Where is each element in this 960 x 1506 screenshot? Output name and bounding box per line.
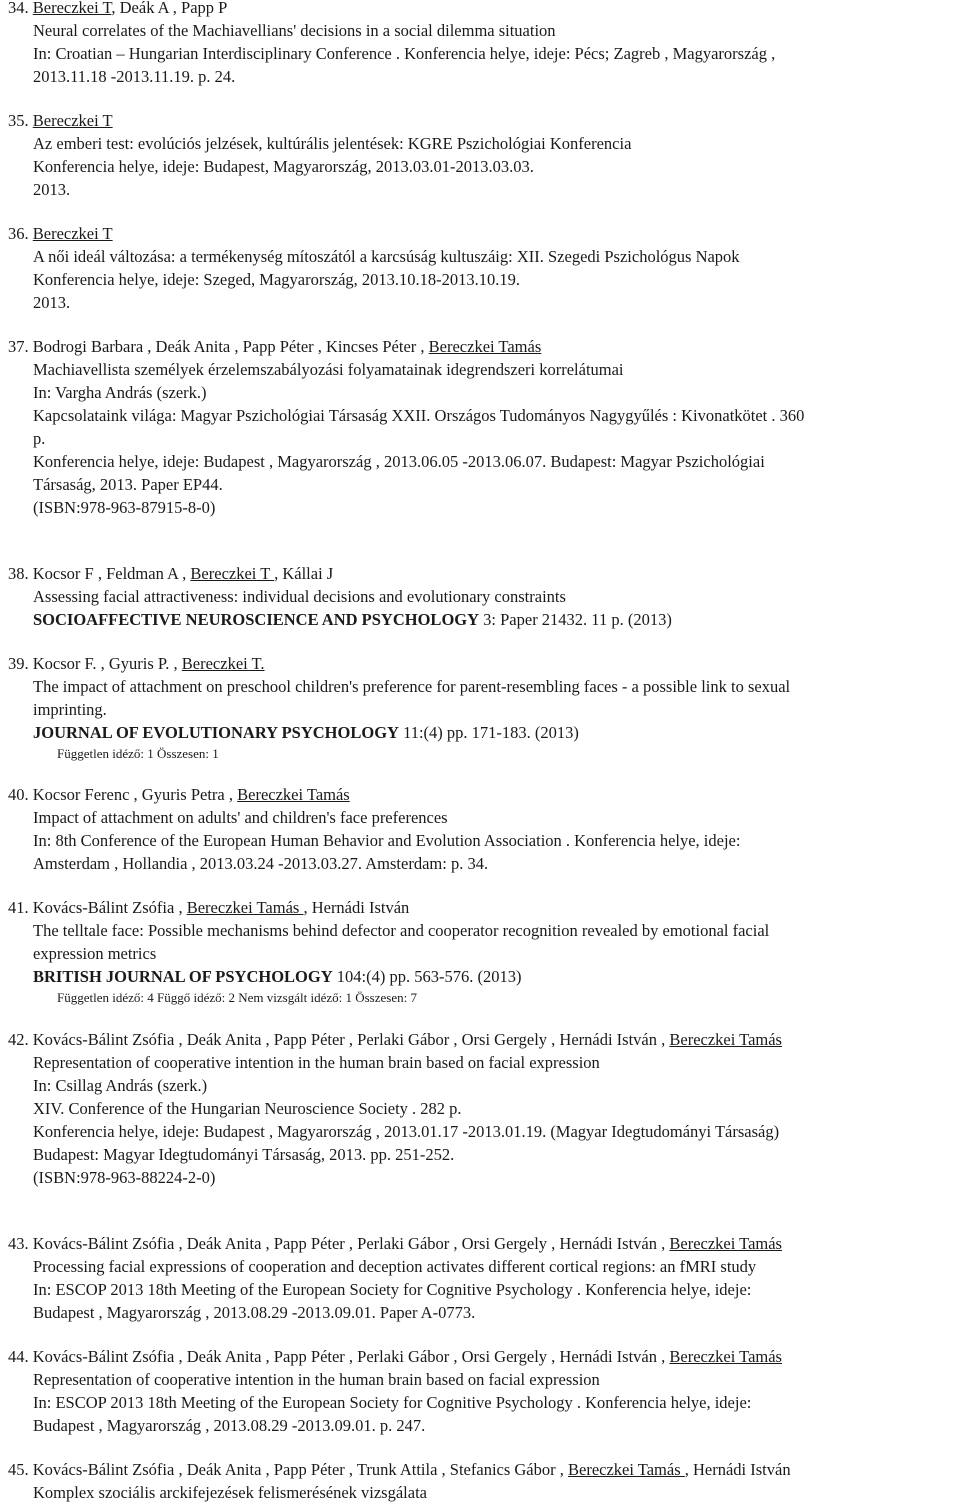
author-link[interactable]: Bereczkei T: [190, 564, 275, 583]
entry-authors: Kocsor F , Feldman A ,: [32, 564, 191, 583]
entry-35-header: [8, 110, 113, 132]
entry-authors: Kovács-Bálint Zsófia , Deák Anita , Papp Péter , Trunk Attila , Stefanics Gábor ,: [32, 1460, 569, 1479]
entry-number: 34.: [8, 0, 29, 17]
author-link[interactable]: Bereczkei Tamás: [428, 337, 542, 356]
entry-40-header: [8, 784, 350, 806]
entry-line: Konferencia helye, ideje: Budapest, Magyarország, 2013.03.01-2013.03.03.: [33, 157, 534, 176]
entry-line: In: Vargha András (szerk.): [33, 383, 207, 402]
author-link[interactable]: Bereczkei T: [32, 224, 113, 243]
entry-line: Társaság, 2013. Paper EP44.: [33, 475, 223, 494]
entry-title: Impact of attachment on adults' and children's face preferences: [33, 808, 448, 827]
entry-line: In: Csillag András (szerk.): [33, 1076, 208, 1095]
author-link[interactable]: Bereczkei Tamás: [186, 898, 304, 917]
entry-title: Neural correlates of the Machiavellians' decisions in a social dilemma situation: [33, 21, 556, 40]
entry-41-header: [8, 897, 409, 919]
entry-line: In: 8th Conference of the European Human Behavior and Evolution Association . Konferencia helye, ideje:: [33, 831, 741, 850]
entry-line: XIV. Conference of the Hungarian Neuroscience Society . 282 p.: [33, 1099, 462, 1118]
entry-line: Kapcsolataink világa: Magyar Pszichológiai Társaság XXII. Országos Tudományos Nagygyűlés : Kivonatkötet . 360: [33, 406, 805, 425]
entry-authors: , Hernádi István: [684, 1460, 791, 1479]
entry-line: Budapest: Magyar Idegtudományi Társaság, 2013. pp. 251-252.: [33, 1145, 455, 1164]
entry-authors: Kocsor Ferenc , Gyuris Petra ,: [32, 785, 238, 804]
entry-authors: Kovács-Bálint Zsófia , Deák Anita , Papp Péter , Perlaki Gábor , Orsi Gergely , Hernádi István ,: [32, 1234, 670, 1253]
entry-journal: [33, 609, 672, 631]
entry-39-header: [8, 653, 265, 675]
entry-number: 36.: [8, 224, 29, 243]
author-link[interactable]: Bereczkei Tamás: [568, 1460, 685, 1479]
entry-line: 2013.: [33, 180, 71, 199]
citation-counts: Független idéző: 4 Függő idéző: 2 Nem vizsgált idéző: 1 Összesen: 7: [57, 990, 417, 1005]
entry-number: 44.: [8, 1347, 29, 1366]
entry-line: expression metrics: [33, 944, 157, 963]
entry-authors: Kovács-Bálint Zsófia , Deák Anita , Papp Péter , Perlaki Gábor , Orsi Gergely , Hernádi István ,: [32, 1347, 670, 1366]
journal-name: BRITISH JOURNAL OF PSYCHOLOGY: [33, 967, 333, 986]
author-link[interactable]: Bereczkei T: [32, 111, 113, 130]
entry-line: In: Croatian – Hungarian Interdisciplinary Conference . Konferencia helye, ideje: Pécs; Zagreb , Magyarország ,: [33, 44, 776, 63]
entry-line: Konferencia helye, ideje: Szeged, Magyarország, 2013.10.18-2013.10.19.: [33, 270, 521, 289]
author-link[interactable]: Bereczkei Tamás: [669, 1234, 782, 1253]
journal-name: SOCIOAFFECTIVE NEUROSCIENCE AND PSYCHOLOGY: [33, 610, 480, 629]
entry-38-header: [8, 563, 333, 585]
entry-line: In: ESCOP 2013 18th Meeting of the European Society for Cognitive Psychology . Konferencia helye, ideje:: [33, 1393, 752, 1412]
entry-authors: Kocsor F. , Gyuris P. ,: [32, 654, 182, 673]
entry-authors: , Kállai J: [274, 564, 334, 583]
entry-42-header: [8, 1029, 782, 1051]
entry-authors: Kovács-Bálint Zsófia ,: [32, 898, 187, 917]
author-link[interactable]: Bereczkei Tamás: [237, 785, 350, 804]
author-link[interactable]: Bereczkei Tamás: [669, 1030, 782, 1049]
entry-line: (ISBN:978-963-87915-8-0): [33, 498, 216, 517]
entry-number: 43.: [8, 1234, 29, 1253]
journal-details: 11:(4) pp. 171-183. (2013): [398, 723, 579, 742]
entry-authors: Kovács-Bálint Zsófia , Deák Anita , Papp Péter , Perlaki Gábor , Orsi Gergely , Hernádi István ,: [32, 1030, 670, 1049]
entry-title: Komplex szociális arckifejezések felismerésének vizsgálata: [33, 1483, 427, 1502]
entry-43-header: [8, 1233, 782, 1255]
citation-counts: Független idéző: 1 Összesen: 1: [57, 746, 219, 761]
entry-number: 40.: [8, 785, 29, 804]
author-link[interactable]: Bereczkei T.: [181, 654, 265, 673]
entry-title: The telltale face: Possible mechanisms behind defector and cooperator recognition revealed by emotional facial: [33, 921, 770, 940]
entry-44-header: [8, 1346, 782, 1368]
entry-journal: [33, 966, 521, 988]
entry-37-header: [8, 336, 541, 358]
entry-title: A női ideál változása: a termékenység mítoszától a karcsúság kultuszáig: XII. Szegedi Pszichológus Napok: [33, 247, 740, 266]
author-link[interactable]: Bereczkei T: [32, 0, 112, 17]
entry-34-header: [8, 0, 227, 19]
entry-title: The impact of attachment on preschool children's preference for parent-resembling faces - a possible link to sexual: [33, 677, 791, 696]
entry-title: Az emberi test: evolúciós jelzések, kultúrális jelentések: KGRE Pszichológiai Konferencia: [33, 134, 632, 153]
entry-number: 42.: [8, 1030, 29, 1049]
entry-number: 39.: [8, 654, 29, 673]
journal-details: 3: Paper 21432. 11 p. (2013): [479, 610, 672, 629]
entry-line: Budapest , Magyarország , 2013.08.29 -2013.09.01. Paper A-0773.: [33, 1303, 476, 1322]
entry-title: Representation of cooperative intention in the human brain based on facial expression: [33, 1053, 600, 1072]
entry-line: 2013.: [33, 293, 71, 312]
entry-number: 37.: [8, 337, 29, 356]
entry-line: Amsterdam , Hollandia , 2013.03.24 -2013.03.27. Amsterdam: p. 34.: [33, 854, 489, 873]
entry-line: Budapest , Magyarország , 2013.08.29 -2013.09.01. p. 247.: [33, 1416, 426, 1435]
entry-authors: Bodrogi Barbara , Deák Anita , Papp Péter , Kincses Péter ,: [32, 337, 429, 356]
entry-line: Konferencia helye, ideje: Budapest , Magyarország , 2013.01.17 -2013.01.19. (Magyar Idegtudományi Társaság): [33, 1122, 780, 1141]
journal-details: 104:(4) pp. 563-576. (2013): [332, 967, 522, 986]
entry-title: Representation of cooperative intention in the human brain based on facial expression: [33, 1370, 600, 1389]
entry-number: 45.: [8, 1460, 29, 1479]
entry-line: imprinting.: [33, 700, 107, 719]
author-link[interactable]: Bereczkei Tamás: [669, 1347, 782, 1366]
entry-title: Machiavellista személyek érzelemszabályozási folyamatainak idegrendszeri korrelátumai: [33, 360, 624, 379]
entry-authors: , Hernádi István: [303, 898, 410, 917]
entry-title: Assessing facial attractiveness: individual decisions and evolutionary constraints: [33, 587, 566, 606]
entry-36-header: [8, 223, 113, 245]
entry-line: (ISBN:978-963-88224-2-0): [33, 1168, 216, 1187]
entry-line: In: ESCOP 2013 18th Meeting of the European Society for Cognitive Psychology . Konferencia helye, ideje:: [33, 1280, 752, 1299]
entry-line: p.: [33, 429, 46, 448]
entry-number: 38.: [8, 564, 29, 583]
entry-authors: , Deák A , Papp P: [111, 0, 228, 17]
entry-number: 41.: [8, 898, 29, 917]
entry-45-header: [8, 1459, 791, 1481]
entry-number: 35.: [8, 111, 29, 130]
entry-line: 2013.11.18 -2013.11.19. p. 24.: [33, 67, 236, 86]
entry-line: Konferencia helye, ideje: Budapest , Magyarország , 2013.06.05 -2013.06.07. Budapest: Magyar Pszichológiai: [33, 452, 765, 471]
entry-journal: [33, 722, 579, 744]
journal-name: JOURNAL OF EVOLUTIONARY PSYCHOLOGY: [33, 723, 399, 742]
entry-title: Processing facial expressions of cooperation and deception activates different cortical regions: an fMRI study: [33, 1257, 757, 1276]
